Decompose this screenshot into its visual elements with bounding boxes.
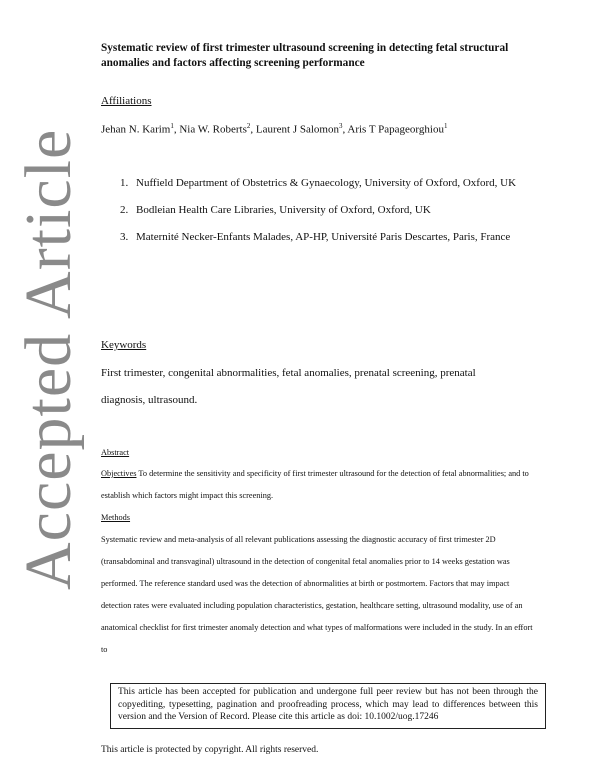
author-affiliation-number: 2 bbox=[246, 122, 251, 130]
author-separator: , bbox=[250, 123, 256, 136]
copyright-footer: This article is protected by copyright. All rights reserved. bbox=[101, 745, 319, 755]
affiliation-item bbox=[101, 197, 521, 224]
author-affiliation-number: 1 bbox=[443, 122, 448, 130]
paper-title: Systematic review of first trimester ultrasound screening in detecting fetal structural anomalies and factors affecting screening performance bbox=[101, 42, 509, 69]
author-name: Jehan N. Karim bbox=[101, 123, 171, 136]
objectives-text: To determine the sensitivity and specificity of first trimester ultrasound for the detection of fetal abnormalities; and to establish which factors might impact this screening. bbox=[101, 469, 529, 500]
author-separator: , bbox=[173, 123, 180, 136]
author-affiliation-number: 3 bbox=[338, 122, 343, 130]
affiliation-text: Maternité Necker-Enfants Malades, AP-HP, Université Paris Descartes, Paris, France bbox=[136, 231, 511, 243]
affiliation-text: Bodleian Health Care Libraries, University of Oxford, Oxford, UK bbox=[136, 204, 431, 216]
keywords-text: First trimester, congenital abnormalities, fetal anomalies, prenatal screening, prenatal diagnosis, ultrasound. bbox=[101, 367, 476, 406]
author-name: Nia W. Roberts bbox=[179, 123, 247, 136]
methods-text: Systematic review and meta-analysis of all relevant publications assessing the diagnostic accuracy of first trimester 2D (transabdominal and transvaginal) ultrasound in the detection of congenital fetal anomalies prior to 14 weeks gestation was performed. The reference standard used was the detection of abnormalities at birth or postmortem. Factors that may impact detection rates were evaluated including population characteristics, gestation, healthcare setting, ultrasound modality, use of an anatomical checklist for first trimester anomaly detection and what types of malformations were included in the study. In an effort to bbox=[101, 535, 533, 654]
author-separator: , bbox=[342, 123, 348, 136]
keywords-heading: Keywords bbox=[101, 339, 147, 351]
affiliation-number: 1. bbox=[120, 177, 129, 189]
affiliation-item bbox=[101, 224, 521, 251]
author-list bbox=[101, 122, 447, 136]
affiliation-number: 2. bbox=[120, 204, 129, 216]
affiliations-list bbox=[101, 170, 521, 251]
accepted-notice-box: This article has been accepted for publication and undergone full peer review but has not been through the copyediting, typesetting, pagination and proofreading process, which may lead to differences between this version and the Version of Record. Please cite this article as doi: 10.1002/uog.17246 bbox=[110, 683, 546, 729]
author-name: Laurent J Salomon bbox=[255, 123, 339, 136]
affiliation-item bbox=[101, 170, 521, 197]
accepted-article-watermark: Accepted Article bbox=[12, 128, 85, 590]
affiliation-number: 3. bbox=[120, 231, 129, 243]
affiliation-text: Nuffield Department of Obstetrics & Gynaecology, University of Oxford, Oxford, UK bbox=[136, 177, 517, 189]
affiliations-heading: Affiliations bbox=[101, 95, 152, 107]
methods-label: Methods bbox=[101, 513, 131, 522]
objectives-paragraph bbox=[101, 463, 533, 507]
objectives-label: Objectives bbox=[101, 469, 137, 478]
abstract-body bbox=[101, 463, 533, 661]
author-name: Aris T Papageorghiou bbox=[347, 123, 444, 136]
abstract-heading: Abstract bbox=[101, 448, 130, 457]
author-affiliation-number: 1 bbox=[170, 122, 174, 130]
